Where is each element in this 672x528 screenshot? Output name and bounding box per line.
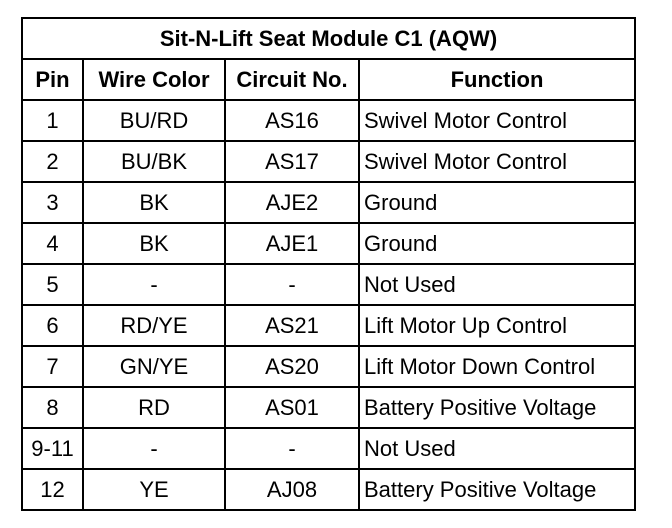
function-cell: Ground <box>359 223 635 264</box>
wire-color-cell: YE <box>83 469 225 510</box>
function-cell: Swivel Motor Control <box>359 141 635 182</box>
pin-cell: 6 <box>22 305 83 346</box>
table-row <box>22 182 635 223</box>
wire-color-cell: BU/RD <box>83 100 225 141</box>
function-cell: Swivel Motor Control <box>359 100 635 141</box>
circuit-cell: - <box>225 264 359 305</box>
circuit-cell: AS01 <box>225 387 359 428</box>
pin-cell: 3 <box>22 182 83 223</box>
circuit-cell: AJ08 <box>225 469 359 510</box>
header-row <box>22 59 635 100</box>
wire-color-cell: RD/YE <box>83 305 225 346</box>
table-row <box>22 469 635 510</box>
table-row <box>22 305 635 346</box>
function-cell: Not Used <box>359 428 635 469</box>
wire-color-cell: - <box>83 428 225 469</box>
header-wire-color: Wire Color <box>83 59 225 100</box>
table-row <box>22 428 635 469</box>
table-title: Sit-N-Lift Seat Module C1 (AQW) <box>22 18 635 59</box>
function-cell: Lift Motor Up Control <box>359 305 635 346</box>
circuit-cell: AS20 <box>225 346 359 387</box>
wire-color-cell: GN/YE <box>83 346 225 387</box>
table-row <box>22 387 635 428</box>
pin-cell: 8 <box>22 387 83 428</box>
wire-color-cell: BK <box>83 182 225 223</box>
header-function: Function <box>359 59 635 100</box>
table-row <box>22 264 635 305</box>
pin-cell: 9-11 <box>22 428 83 469</box>
pin-cell: 5 <box>22 264 83 305</box>
wire-color-cell: RD <box>83 387 225 428</box>
connector-table-wrapper <box>21 17 636 511</box>
circuit-cell: - <box>225 428 359 469</box>
table-row <box>22 100 635 141</box>
table-row <box>22 223 635 264</box>
function-cell: Battery Positive Voltage <box>359 387 635 428</box>
function-cell: Battery Positive Voltage <box>359 469 635 510</box>
function-cell: Not Used <box>359 264 635 305</box>
table-row <box>22 141 635 182</box>
pin-cell: 4 <box>22 223 83 264</box>
function-cell: Lift Motor Down Control <box>359 346 635 387</box>
function-cell: Ground <box>359 182 635 223</box>
table-row <box>22 346 635 387</box>
circuit-cell: AS17 <box>225 141 359 182</box>
circuit-cell: AS21 <box>225 305 359 346</box>
header-circuit-no: Circuit No. <box>225 59 359 100</box>
wire-color-cell: - <box>83 264 225 305</box>
table-body <box>22 100 635 510</box>
pin-cell: 1 <box>22 100 83 141</box>
header-pin: Pin <box>22 59 83 100</box>
title-row <box>22 18 635 59</box>
circuit-cell: AS16 <box>225 100 359 141</box>
circuit-cell: AJE1 <box>225 223 359 264</box>
pin-cell: 7 <box>22 346 83 387</box>
connector-pinout-table <box>21 17 636 511</box>
circuit-cell: AJE2 <box>225 182 359 223</box>
wire-color-cell: BK <box>83 223 225 264</box>
pin-cell: 12 <box>22 469 83 510</box>
wire-color-cell: BU/BK <box>83 141 225 182</box>
pin-cell: 2 <box>22 141 83 182</box>
